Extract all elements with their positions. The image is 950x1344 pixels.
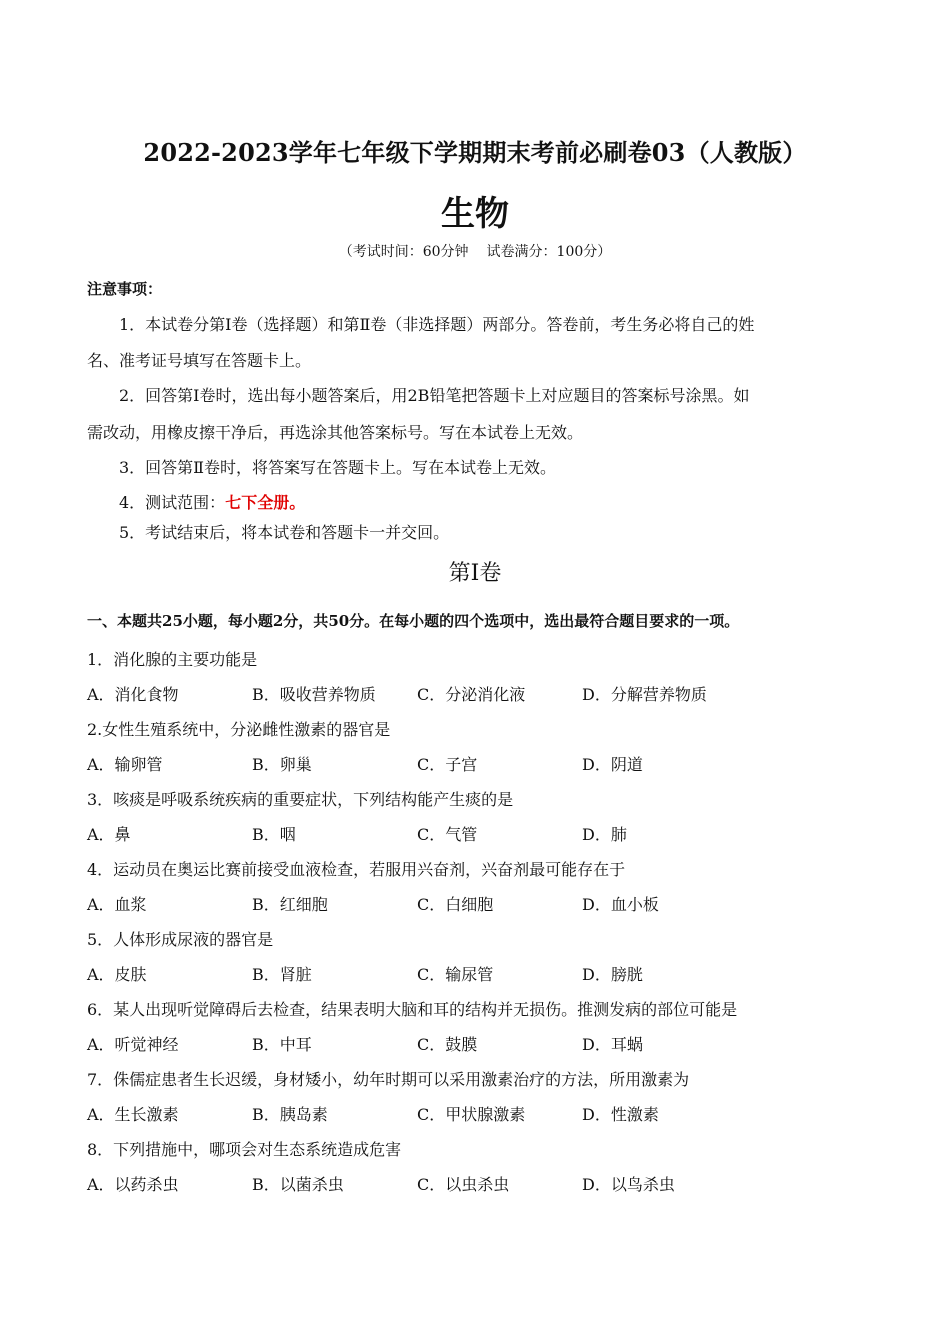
option-c: C．气管 xyxy=(417,825,478,844)
option-b: B．以菌杀虫 xyxy=(252,1175,344,1194)
exam-time: （考试时间：60分钟 xyxy=(338,244,469,260)
notice-item-2-line2: 需改动，用橡皮擦干净后，再选涂其他答案标号。写在本试卷上无效。 xyxy=(87,423,584,442)
option-d: D．阴道 xyxy=(582,755,643,774)
option-b: B．红细胞 xyxy=(252,895,328,914)
notice-item-2-line1: 2．回答第Ⅰ卷时，选出每小题答案后，用2B铅笔把答题卡上对应题目的答案标号涂黑。如 xyxy=(119,386,750,405)
notice-item-1-line1: 1．本试卷分第Ⅰ卷（选择题）和第Ⅱ卷（非选择题）两部分。答卷前，考生务必将自己的姓 xyxy=(119,315,755,334)
option-d: D．血小板 xyxy=(582,895,659,914)
question-stem: 8．下列措施中，哪项会对生态系统造成危害 xyxy=(87,1140,402,1159)
option-a: A．输卵管 xyxy=(87,755,163,774)
option-d: D．膀胱 xyxy=(582,965,643,984)
question-stem: 4．运动员在奥运比赛前接受血液检查，若服用兴奋剂，兴奋剂最可能存在于 xyxy=(87,860,626,879)
option-c: C．鼓膜 xyxy=(417,1035,478,1054)
option-d: D．耳蜗 xyxy=(582,1035,643,1054)
option-d: D．肺 xyxy=(582,825,627,844)
notice-item-4-prefix: 4．测试范围： xyxy=(119,493,226,512)
question-stem: 3．咳痰是呼吸系统疾病的重要症状，下列结构能产生痰的是 xyxy=(87,790,514,809)
option-b: B．中耳 xyxy=(252,1035,312,1054)
exam-title: 2022-2023学年七年级下学期期末考前必刷卷03（人教版） xyxy=(143,138,807,167)
question-stem: 6．某人出现听觉障碍后去检查，结果表明大脑和耳的结构并无损伤。推测发病的部位可能是 xyxy=(87,1000,738,1019)
option-c: C．以虫杀虫 xyxy=(417,1175,510,1194)
exam-score: 试卷满分：100分） xyxy=(486,244,612,260)
option-c: C．白细胞 xyxy=(417,895,494,914)
option-a: A．生长激素 xyxy=(87,1105,179,1124)
question-stem: 5．人体形成尿液的器官是 xyxy=(87,930,274,949)
option-b: B．肾脏 xyxy=(252,965,312,984)
test-range-highlight: 七下全册。 xyxy=(225,493,306,512)
question-stem: 1．消化腺的主要功能是 xyxy=(87,650,258,669)
question-stem: 7．侏儒症患者生长迟缓，身材矮小，幼年时期可以采用激素治疗的方法，所用激素为 xyxy=(87,1070,690,1089)
option-a: A．听觉神经 xyxy=(87,1035,179,1054)
option-c: C．子宫 xyxy=(417,755,478,774)
option-b: B．吸收营养物质 xyxy=(252,685,376,704)
option-a: A．以药杀虫 xyxy=(87,1175,179,1194)
option-a: A．消化食物 xyxy=(87,685,179,704)
option-a: A．鼻 xyxy=(87,825,131,844)
notice-item-4 xyxy=(119,490,305,513)
option-b: B．咽 xyxy=(252,825,296,844)
section-title: 第Ⅰ卷 xyxy=(448,561,502,586)
option-a: A．血浆 xyxy=(87,895,147,914)
option-d: D．以鸟杀虫 xyxy=(582,1175,675,1194)
section-heading: 一、本题共25小题，每小题2分，共50分。在每小题的四个选项中，选出最符合题目要求的一项。 xyxy=(87,612,740,630)
subject-title: 生物 xyxy=(441,194,509,234)
notice-title: 注意事项： xyxy=(87,280,163,298)
option-b: B．卵巢 xyxy=(252,755,312,774)
option-a: A．皮肤 xyxy=(87,965,147,984)
option-b: B．胰岛素 xyxy=(252,1105,328,1124)
question-stem: 2.女性生殖系统中，分泌雌性激素的器官是 xyxy=(87,720,391,739)
notice-item-3: 3．回答第Ⅱ卷时，将答案写在答题卡上。写在本试卷上无效。 xyxy=(119,458,557,477)
option-d: D．分解营养物质 xyxy=(582,685,707,704)
notice-item-1-line2: 名、准考证号填写在答题卡上。 xyxy=(87,351,312,370)
exam-meta xyxy=(0,241,950,261)
option-c: C．分泌消化液 xyxy=(417,685,526,704)
option-c: C．输尿管 xyxy=(417,965,494,984)
option-d: D．性激素 xyxy=(582,1105,659,1124)
option-c: C．甲状腺激素 xyxy=(417,1105,526,1124)
notice-item-5: 5．考试结束后，将本试卷和答题卡一并交回。 xyxy=(119,523,450,542)
